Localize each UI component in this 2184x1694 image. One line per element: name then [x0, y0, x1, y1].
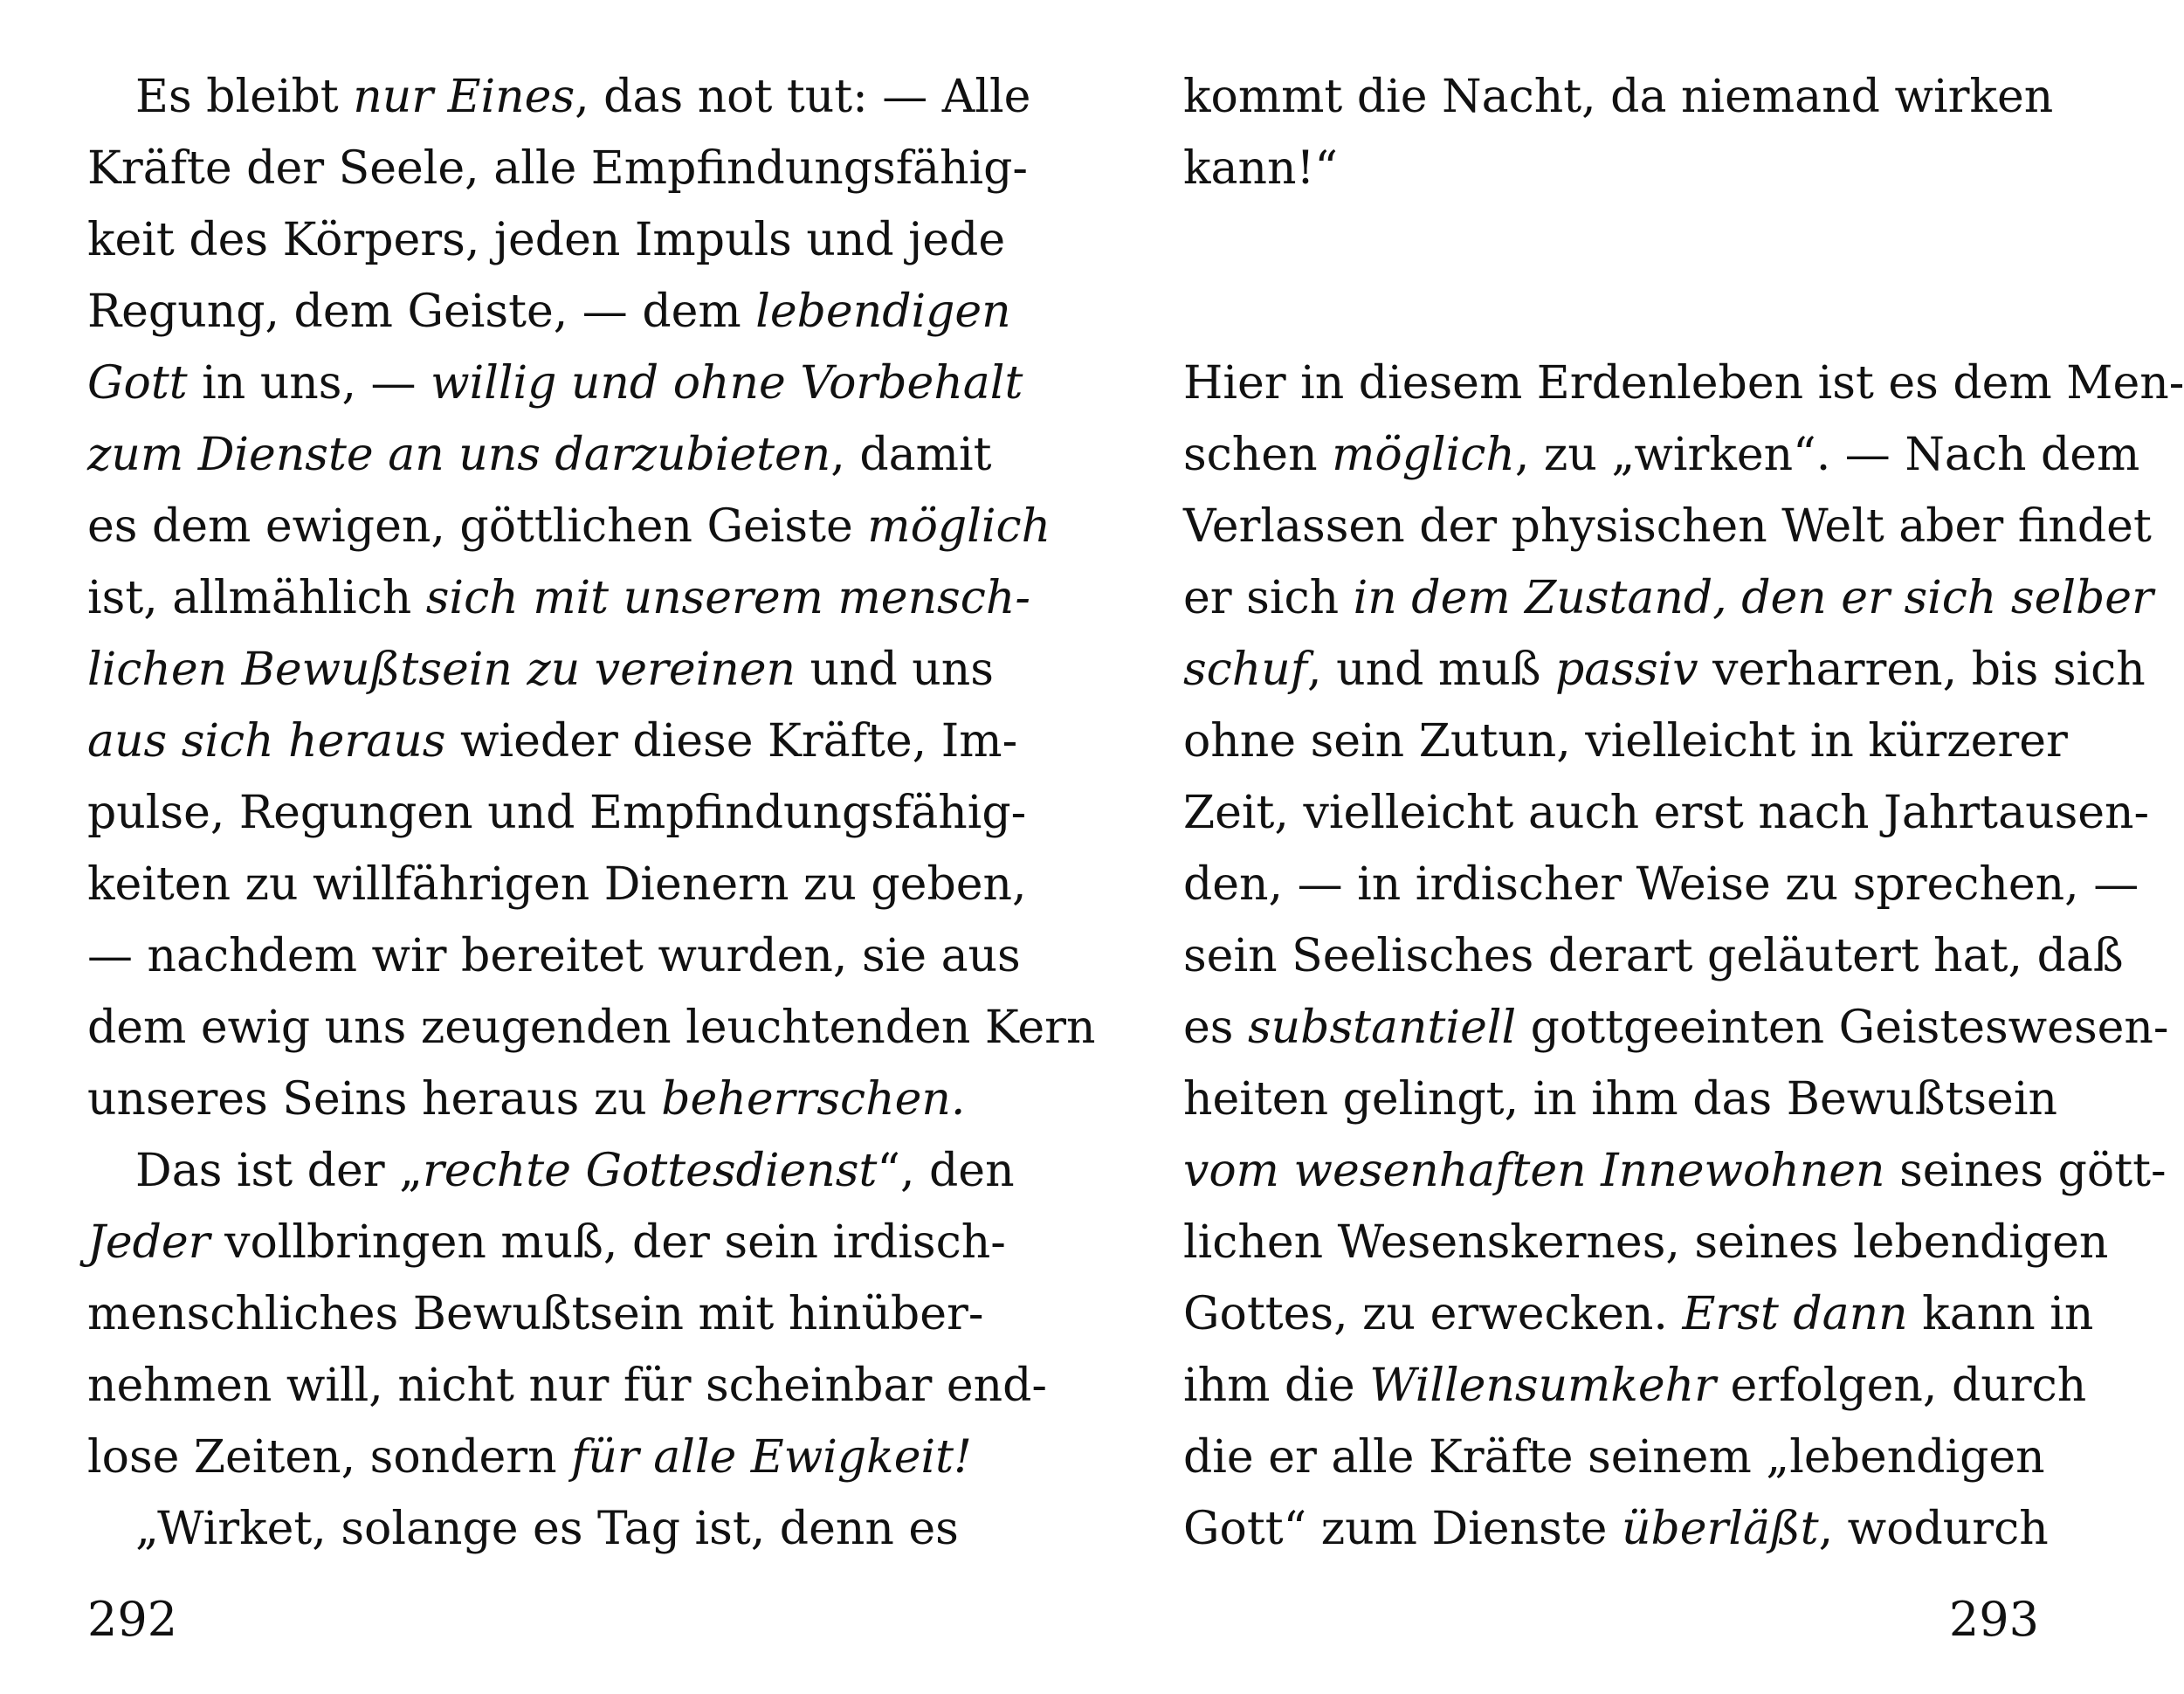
text-line: pulse, Regungen und Empfindungsfähig-	[87, 787, 1027, 839]
text-line: schuf, und muß passiv verharren, bis sich	[1183, 644, 2146, 696]
page-number: 293	[1948, 1592, 2039, 1647]
text-line: heiten gelingt, in ihm das Bewußtsein	[1183, 1073, 2057, 1126]
text-line: Kräfte der Seele, alle Empfindungsfähig-	[87, 142, 1028, 195]
text-line: die er alle Kräfte seinem „lebendigen	[1183, 1431, 2045, 1484]
text-line: keit des Körpers, jeden Impuls und jede	[87, 214, 1006, 266]
text-line: menschliches Bewußtsein mit hinüber-	[87, 1288, 984, 1340]
text-line: er sich in dem Zustand, den er sich selber	[1183, 572, 2153, 624]
text-line: lichen Bewußtsein zu vereinen und uns	[87, 644, 994, 696]
text-line: Jeder vollbringen muß, der sein irdisch-	[87, 1216, 1006, 1269]
right-page-text	[1183, 61, 2184, 1565]
right-page	[1183, 0, 2184, 1694]
text-line: ohne sein Zutun, vielleicht in kürzerer	[1183, 715, 2068, 768]
text-line: Verlassen der physischen Welt aber findet	[1183, 500, 2152, 553]
text-line: es dem ewigen, göttlichen Geiste möglich	[87, 500, 1051, 553]
text-line: lose Zeiten, sondern für alle Ewigkeit!	[87, 1431, 972, 1484]
text-line: zum Dienste an uns darzubieten, damit	[87, 429, 992, 481]
text-line: den, — in irdischer Weise zu sprechen, —	[1183, 858, 2139, 911]
text-line: Das ist der „rechte Gottesdienst“, den	[135, 1145, 1015, 1197]
text-line: sein Seelisches derart geläutert hat, daß	[1183, 930, 2124, 982]
text-line: kommt die Nacht, da niemand wirken	[1183, 71, 2054, 123]
text-line: Zeit, vielleicht auch erst nach Jahrtausen-	[1183, 787, 2150, 839]
text-line: unseres Seins heraus zu beherrschen.	[87, 1073, 966, 1126]
text-line: ihm die Willensumkehr erfolgen, durch	[1183, 1360, 2087, 1412]
text-line: — nachdem wir bereitet wurden, sie aus	[87, 930, 1021, 982]
text-line: es substantiell gottgeeinten Geisteswesen-	[1183, 1002, 2169, 1054]
text-line: Hier in diesem Erdenleben ist es dem Men-	[1183, 357, 2184, 410]
text-line: Regung, dem Geiste, — dem lebendigen	[87, 286, 1011, 338]
text-line: Es bleibt nur Eines, das not tut: — Alle	[135, 71, 1031, 123]
text-line: Gott“ zum Dienste überläßt, wodurch	[1183, 1503, 2049, 1555]
text-line: lichen Wesenskernes, seines lebendigen	[1183, 1216, 2109, 1269]
text-line: ist, allmählich sich mit unserem mensch-	[87, 572, 1030, 624]
text-line: Gott in uns, — willig und ohne Vorbehalt	[87, 357, 1023, 410]
text-line: schen möglich, zu „wirken“. — Nach dem	[1183, 429, 2140, 481]
left-page-text	[87, 61, 1096, 1565]
section-break	[1183, 204, 2039, 348]
text-line: nehmen will, nicht nur für scheinbar end-	[87, 1360, 1047, 1412]
text-line: kann!“	[1183, 142, 1338, 195]
text-line: Gottes, zu erwecken. Erst dann kann in	[1183, 1288, 2094, 1340]
text-line: aus sich heraus wieder diese Kräfte, Im-	[87, 715, 1018, 768]
page-number: 292	[87, 1592, 178, 1647]
left-page	[87, 0, 1096, 1694]
text-line: dem ewig uns zeugenden leuchtenden Kern	[87, 1002, 1096, 1054]
text-line: vom wesenhaften Innewohnen seines gött-	[1183, 1145, 2167, 1197]
text-line: keiten zu willfährigen Dienern zu geben,	[87, 858, 1027, 911]
text-line: „Wirket, solange es Tag ist, denn es	[135, 1503, 959, 1555]
